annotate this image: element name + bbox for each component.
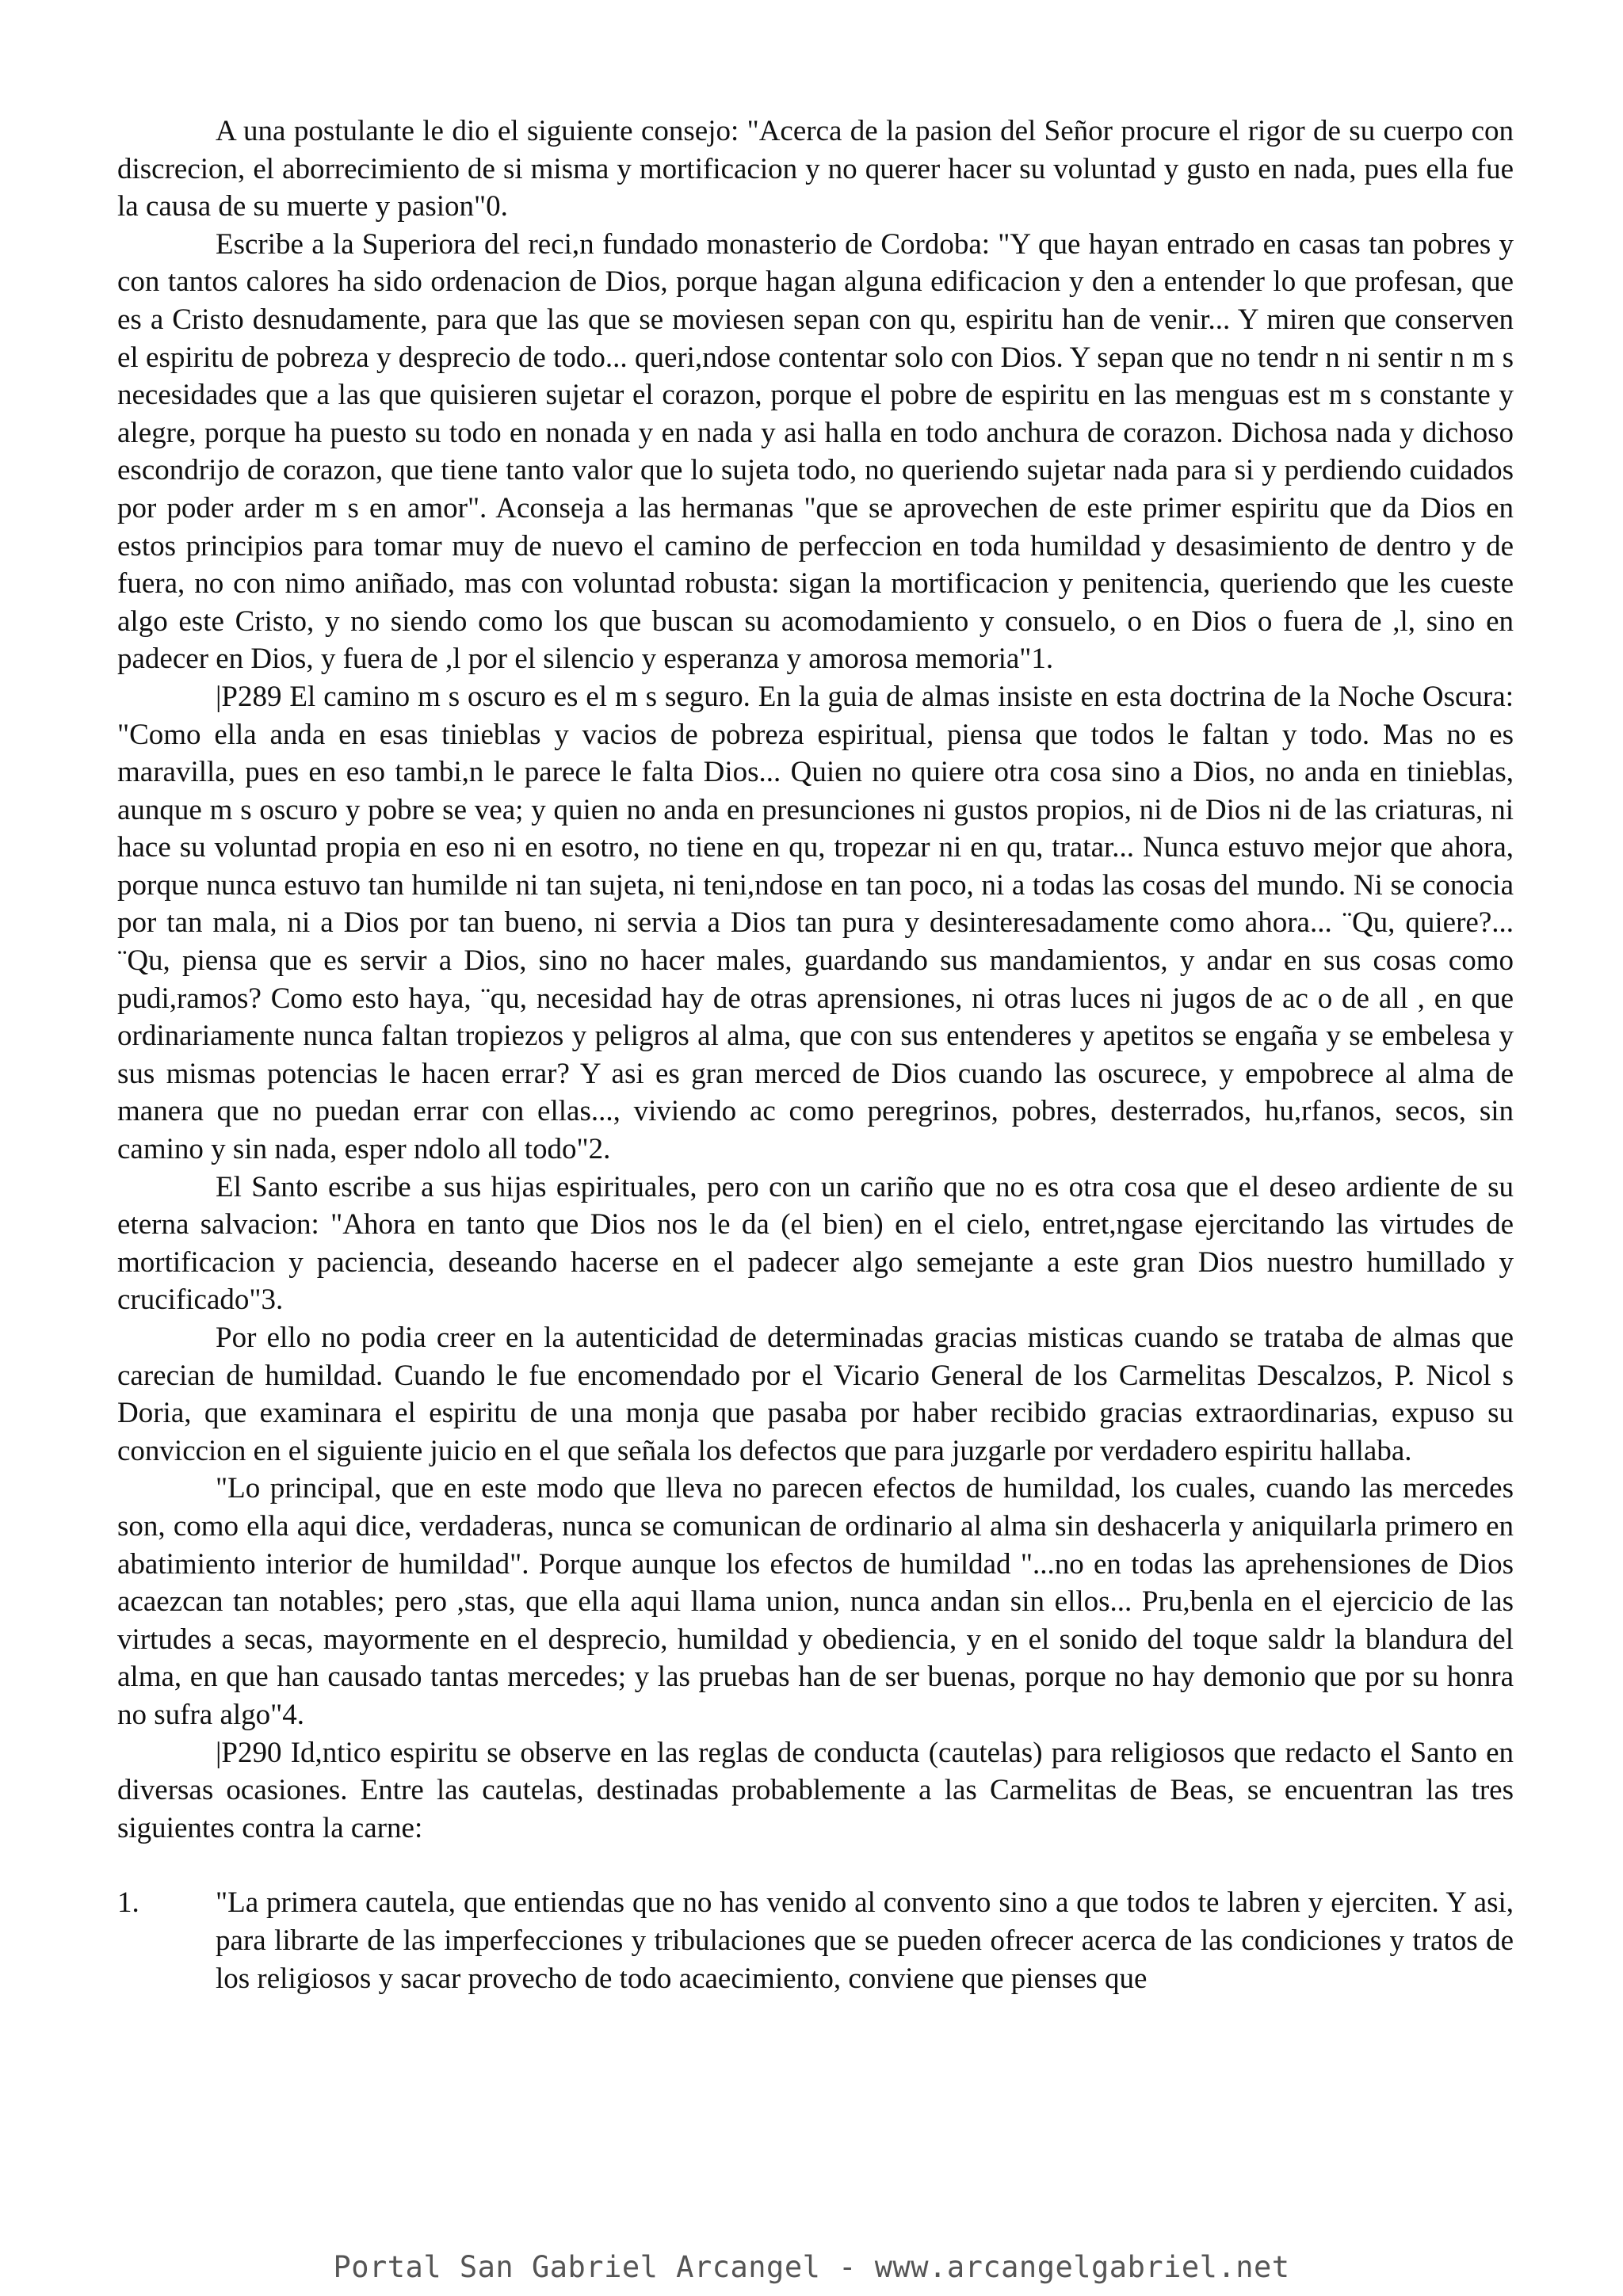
list-item-number: 1. [117, 1886, 139, 1920]
paragraph-gracias-misticas: Por ello no podia creer en la autenticidad de determinadas gracias misticas cuando se trataba de almas que carecian de humildad. Cuando le fue encomendado por el Vicario General de los Carmelitas Descalzos, P. Nicol s Doria, que examinara el espiritu de una monja que pasaba por haber recibido gracias extraordinarias, expuso su conviccion en el siguiente juicio en el que señala los defectos que para juzgarle por verdadero espiritu hallaba. [117, 1322, 1514, 1467]
paragraph-hijas-espirituales: El Santo escribe a sus hijas espirituales, pero con un cariño que no es otra cosa que el deseo ardiente de su eterna salvacion: "Ahora en tanto que Dios nos le da (el bien) en el cielo, entret,ngase ejercitando las virtudes de mortificacion y paciencia, deseando hacerse en el padecer algo semejante a este gran Dios nuestro humillado y crucificado"3. [117, 1170, 1514, 1317]
paragraph-postulante: A una postulante le dio el siguiente consejo: "Acerca de la pasion del Señor procure el rigor de su cuerpo con discrecion, el aborrecimiento de si misma y mortificacion y no querer hacer su voluntad y gusto en nada, pues ella fue la causa de su muerte y pasion"0. [117, 115, 1514, 223]
list-item-primera-cautela [117, 1884, 1514, 1997]
paragraph-p290-cautelas: |P290 Id,ntico espiritu se observe en las reglas de conducta (cautelas) para religiosos que redacto el Santo en diversas ocasiones. Entre las cautelas, destinadas probablemente a las Carmelitas de Beas, se encuentran las tres siguientes contra la carne: [117, 1736, 1514, 1844]
paragraph-superiora-cordoba: Escribe a la Superiora del reci,n fundado monasterio de Cordoba: "Y que hayan entrado en casas tan pobres y con tantos calores ha sido ordenacion de Dios, porque hagan alguna edificacion y den a entender lo que profesan, que es a Cristo desnudamente, para que las que se moviesen sepan con qu, espiritu han de venir... Y miren que conserven el espiritu de pobreza y desprecio de todo... queri,ndose contentar solo con Dios. Y sepan que no tendr n ni sentir n m s necesidades que a las que quisieren sujetar el corazon, porque el pobre de espiritu en las menguas est m s constante y alegre, porque ha puesto su todo en nonada y en nada y asi halla en todo anchura de corazon. Dichosa nada y dichoso escondrijo de corazon, que tiene tanto valor que lo sujeta todo, no queriendo sujetar nada para si y perdiendo cuidados por poder arder m s en amor". Aconseja a las hermanas "que se aprovechen de este primer espiritu que da Dios en estos principios para tomar muy de nuevo el camino de perfeccion en toda humildad y desasimiento de dentro y de fuera, no con nimo aniñado, mas con voluntad robusta: sigan la mortificacion y penitencia, queriendo que les cueste algo este Cristo, y no siendo como los que buscan su acomodamiento y consuelo, o en Dios o fuera de ,l, sino en padecer en Dios, y fuera de ,l por el silencio y esperanza y amorosa memoria"1. [117, 227, 1514, 676]
document-body [117, 113, 1514, 1997]
list-item-text: "La primera cautela, que entiendas que no has venido al convento sino a que todos te labren y ejerciten. Y asi, para librarte de las imperfecciones y tribulaciones que se pueden ofrecer acerca de las condiciones y tratos de los religiosos y sacar provecho de todo acaecimiento, conviene que pienses que [216, 1886, 1514, 1995]
paragraph-p289-camino-oscuro: |P289 El camino m s oscuro es el m s seguro. En la guia de almas insiste en esta doctrina de la Noche Oscura: "Como ella anda en esas tinieblas y vacios de pobreza espiritual, piensa que todos le faltan y todo. Mas no es maravilla, pues en eso tambi,n le parece le falta Dios... Quien no quiere otra cosa sino a Dios, no anda en tinieblas, aunque m s oscuro y pobre se vea; y quien no anda en presunciones ni gustos propios, ni de Dios ni de las criaturas, ni hace su voluntad propia en eso ni en esotro, no tiene en qu, tropezar ni en qu, tratar... Nunca estuvo mejor que ahora, porque nunca estuvo tan humilde ni tan sujeta, ni teni,ndose en tan poco, ni a todas las cosas del mundo. Ni se conocia por tan mala, ni a Dios por tan bueno, ni servia a Dios tan pura y desinteresadamente como ahora... ¨Qu, quiere?... ¨Qu, piensa que es servir a Dios, sino no hacer males, guardando sus mandamientos, y andar en sus cosas como pudi,ramos? Como esto haya, ¨qu, necesidad hay de otras aprensiones, ni otras luces ni jugos de ac o de all , en que ordinariamente nunca faltan tropiezos y peligros al alma, que con sus entenderes y apetitos se engaña y se embelesa y sus mismas potencias le hacen errar? Y asi es gran merced de Dios cuando las oscurece, y empobrece al alma de manera que no puedan errar con ellas..., viviendo ac como peregrinos, pobres, desterrados, hu,rfanos, secos, sin camino y sin nada, esper ndolo all todo"2. [117, 680, 1514, 1166]
page-footer: Portal San Gabriel Arcangel - www.arcangelgabriel.net [333, 2250, 1290, 2284]
paragraph-efectos-humildad: "Lo principal, que en este modo que lleva no parecen efectos de humildad, los cuales, cuando las mercedes son, como ella aqui dice, verdaderas, nunca se comunican de ordinario al alma sin deshacerla y aniquilarla primero en abatimiento interior de humildad". Porque aunque los efectos de humildad "...no en todas las aprehensiones de Dios acaezcan tan notables; pero ,stas, que ella aqui llama union, nunca andan sin ellos... Pru,benla en el ejercicio de las virtudes a secas, mayormente en el desprecio, humildad y obediencia, y en el sonido del toque saldr la blandura del alma, en que han causado tantas mercedes; y las pruebas han de ser buenas, porque no hay demonio que por su honra no sufra algo"4. [117, 1472, 1514, 1731]
